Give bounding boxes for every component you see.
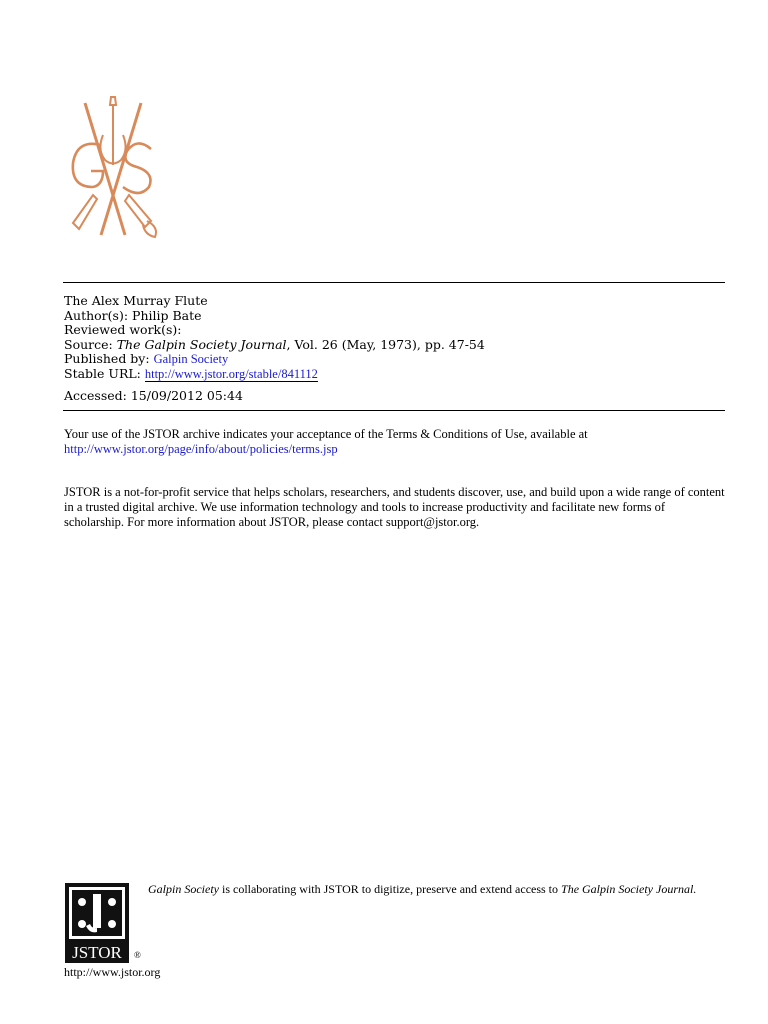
jstor-url[interactable]: http://www.jstor.org xyxy=(64,965,161,979)
source-label: Source: xyxy=(64,336,113,352)
stable-url-line xyxy=(64,367,724,382)
registered-mark: ® xyxy=(134,950,141,960)
published-label: Published by: xyxy=(64,351,150,367)
author-line xyxy=(64,309,724,324)
jstor-about: JSTOR is a not-for-profit service that helps scholars, researchers, and students discover, use, and build upon a wide range of content in a trusted digital archive. We use information technology and tools to increase productivity and facilitate new forms of scholarship. For more information about JSTOR, please contact support@jstor.org. xyxy=(64,485,725,529)
footer-publisher: Galpin Society xyxy=(148,882,219,896)
published-by-line xyxy=(64,352,724,367)
stable-url-link[interactable]: http://www.jstor.org/stable/841112 xyxy=(144,366,318,381)
footer-middle-text: is collaborating with JSTOR to digitize, preserve and extend access to xyxy=(218,882,562,896)
galpin-society-logo xyxy=(63,95,163,240)
article-title: The Alex Murray Flute xyxy=(64,293,208,308)
bottom-rule xyxy=(63,410,725,411)
source-details: , Vol. 26 (May, 1973), pp. 47-54 xyxy=(286,336,485,352)
terms-link[interactable]: http://www.jstor.org/page/info/about/policies/terms.jsp xyxy=(64,441,338,456)
author-label: Author(s): xyxy=(64,307,129,323)
jstor-logo-text: JSTOR xyxy=(72,943,122,962)
article-metadata xyxy=(64,294,724,382)
footer-journal: The Galpin Society Journal. xyxy=(561,882,697,896)
reviewed-works-line: Reviewed work(s): xyxy=(64,322,182,338)
terms-notice xyxy=(64,427,728,457)
journal-title: The Galpin Society Journal xyxy=(116,336,287,352)
jstor-logo xyxy=(64,882,148,964)
top-rule xyxy=(63,282,725,283)
publisher-link[interactable]: Galpin Society xyxy=(153,352,229,367)
author-name: Philip Bate xyxy=(132,307,202,323)
accessed-line xyxy=(64,388,243,403)
accessed-date: 15/09/2012 05:44 xyxy=(130,388,243,403)
accessed-label: Accessed: xyxy=(64,388,127,403)
terms-text: Your use of the JSTOR archive indicates your acceptance of the Terms & Conditions of Use, available at xyxy=(64,427,588,441)
source-line xyxy=(64,338,724,353)
collaboration-notice xyxy=(148,884,728,895)
stable-url-label: Stable URL: xyxy=(64,365,141,381)
